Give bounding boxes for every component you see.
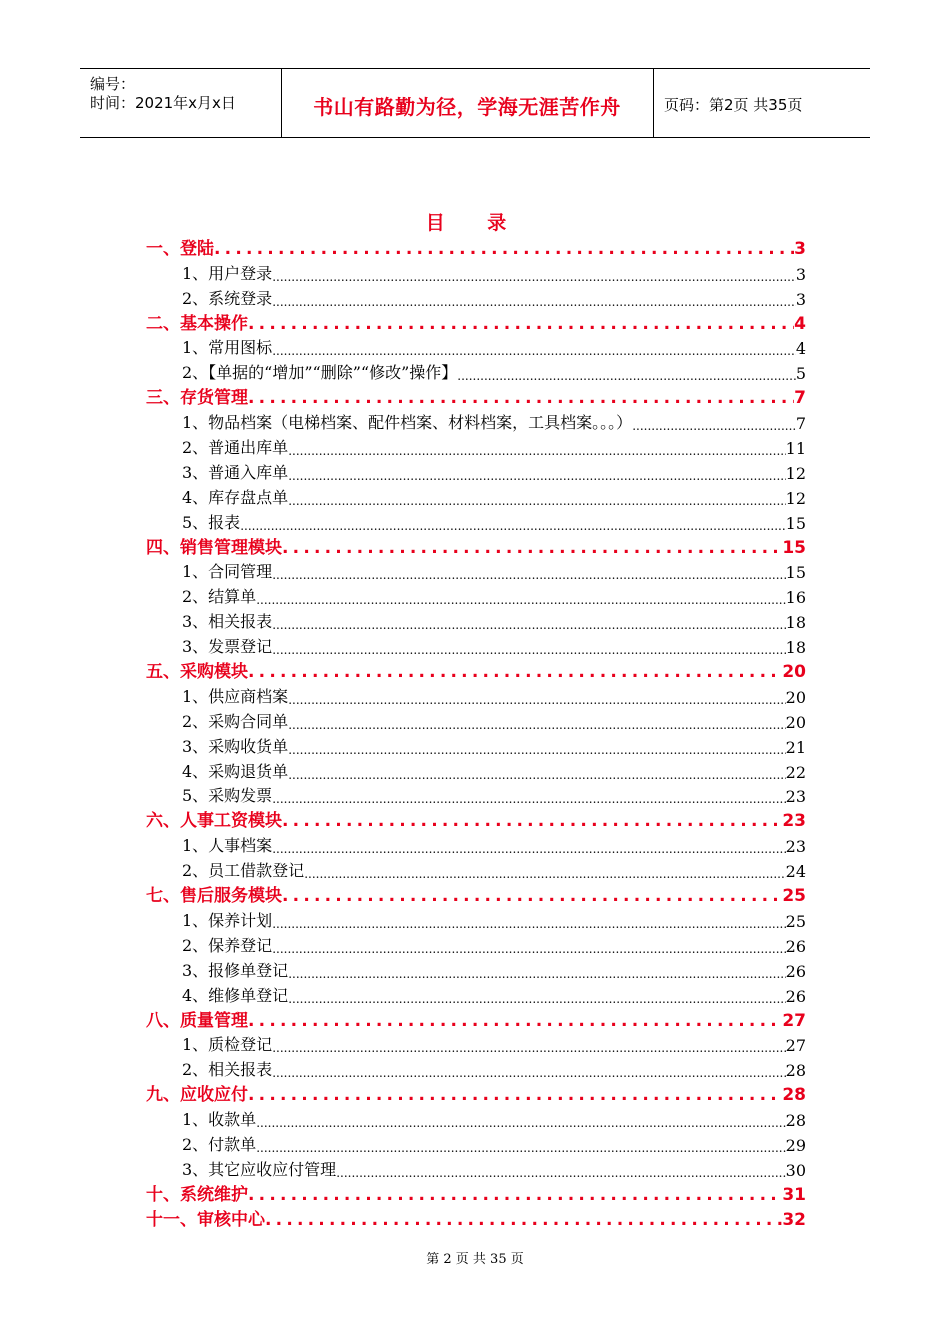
- toc-dot-leader: [240, 517, 785, 533]
- toc-entry-title: 十、系统维护: [146, 1184, 248, 1205]
- page-header: [80, 68, 870, 138]
- toc-dot-leader: [304, 865, 785, 881]
- toc-title: 目 录: [425, 212, 525, 234]
- toc-dot-leader: [248, 317, 794, 334]
- toc-entry-title: 3、发票登记: [182, 637, 273, 657]
- toc-dot-leader: [272, 641, 785, 657]
- toc-dot-leader: [288, 965, 785, 981]
- toc-entry-page: 5: [795, 364, 806, 384]
- toc-dot-leader: [248, 391, 794, 408]
- toc-section-entry[interactable]: [146, 632, 806, 657]
- toc-entry-page: 24: [785, 862, 806, 882]
- toc-section-entry[interactable]: [146, 458, 806, 483]
- toc-entry-title: 2、结算单: [182, 587, 257, 607]
- toc-dot-leader: [248, 665, 782, 682]
- toc-chapter-entry[interactable]: [146, 881, 806, 906]
- toc-entry-page: 25: [785, 911, 806, 931]
- toc-entry-title: 四、销售管理模块: [146, 537, 282, 558]
- toc-entry-title: 4、库存盘点单: [182, 487, 289, 507]
- toc-dot-leader: [288, 492, 785, 508]
- header-motto: 书山有路勤为径，学海无涯苦作舟: [313, 95, 621, 119]
- document-date-label: 时间：2021年x月x日: [90, 94, 236, 112]
- toc-entry-page: 15: [785, 513, 806, 533]
- toc-dot-leader: [272, 840, 785, 856]
- toc-dot-leader: [272, 915, 785, 931]
- toc-entry-title: 5、报表: [182, 512, 241, 532]
- toc-section-entry[interactable]: [146, 1031, 806, 1056]
- toc-dot-leader: [272, 566, 785, 582]
- toc-dot-leader: [272, 940, 785, 956]
- toc-chapter-entry[interactable]: [146, 1180, 806, 1205]
- toc-dot-leader: [282, 814, 782, 831]
- toc-entry-title: 1、物品档案（电梯档案、配件档案、材料档案，工具档案。。。）: [182, 413, 633, 433]
- toc-dot-leader: [256, 591, 785, 607]
- toc-entry-title: 1、供应商档案: [182, 686, 289, 706]
- toc-entry-page: 16: [785, 588, 806, 608]
- toc-entry-page: 26: [785, 961, 806, 981]
- toc-section-entry[interactable]: [146, 483, 806, 508]
- toc-entry-title: 十一、审核中心: [146, 1209, 265, 1230]
- toc-entry-title: 3、采购收货单: [182, 736, 289, 756]
- toc-entry-page: 23: [782, 811, 806, 832]
- header-info-cell: [80, 69, 282, 137]
- toc-entry-title: 八、质量管理: [146, 1010, 248, 1031]
- document-number-label: 编号：: [90, 75, 136, 93]
- toc-entry-page: 28: [785, 1111, 806, 1131]
- toc-entry-title: 2、系统登录: [182, 288, 273, 308]
- toc-chapter-entry[interactable]: [146, 309, 806, 334]
- header-page-cell: [654, 69, 870, 137]
- toc-entry-page: 20: [785, 687, 806, 707]
- toc-dot-leader: [632, 417, 796, 433]
- toc-entry-page: 21: [785, 737, 806, 757]
- toc-entry-title: 1、保养计划: [182, 910, 273, 930]
- toc-chapter-entry[interactable]: [146, 806, 806, 831]
- toc-entry-page: 29: [785, 1135, 806, 1155]
- toc-chapter-entry[interactable]: [146, 1080, 806, 1105]
- toc-dot-leader: [256, 1139, 785, 1155]
- toc-section-entry[interactable]: [146, 334, 806, 359]
- toc-dot-leader: [272, 293, 796, 309]
- toc-dot-leader: [288, 741, 785, 757]
- toc-entry-title: 4、采购退货单: [182, 761, 289, 781]
- table-of-contents: [146, 234, 806, 1230]
- toc-entry-title: 一、登陆: [146, 238, 214, 259]
- toc-dot-leader: [256, 1114, 785, 1130]
- toc-entry-page: 26: [785, 986, 806, 1006]
- toc-entry-page: 3: [795, 264, 806, 284]
- toc-entry-page: 3: [795, 289, 806, 309]
- toc-section-entry[interactable]: [146, 582, 806, 607]
- toc-entry-page: 26: [785, 936, 806, 956]
- toc-dot-leader: [265, 1213, 782, 1230]
- toc-entry-page: 12: [785, 463, 806, 483]
- toc-dot-leader: [214, 242, 794, 259]
- toc-section-entry[interactable]: [146, 508, 806, 533]
- toc-section-entry[interactable]: [146, 1130, 806, 1155]
- toc-entry-title: 1、合同管理: [182, 562, 273, 582]
- toc-entry-page: 22: [785, 762, 806, 782]
- toc-entry-page: 18: [785, 638, 806, 658]
- toc-dot-leader: [288, 467, 785, 483]
- toc-entry-title: 1、质检登记: [182, 1035, 273, 1055]
- toc-entry-title: 七、售后服务模块: [146, 886, 282, 907]
- toc-chapter-entry[interactable]: [146, 234, 806, 259]
- toc-entry-title: 五、采购模块: [146, 662, 248, 683]
- toc-entry-page: 18: [785, 613, 806, 633]
- toc-section-entry[interactable]: [146, 707, 806, 732]
- toc-chapter-entry[interactable]: [146, 383, 806, 408]
- toc-section-entry[interactable]: [146, 358, 806, 383]
- toc-entry-page: 23: [785, 787, 806, 807]
- toc-section-entry[interactable]: [146, 732, 806, 757]
- toc-entry-title: 2、相关报表: [182, 1060, 273, 1080]
- toc-entry-page: 11: [785, 439, 806, 459]
- toc-entry-page: 27: [782, 1010, 806, 1031]
- toc-dot-leader: [272, 268, 796, 284]
- toc-entry-title: 2、付款单: [182, 1134, 257, 1154]
- toc-entry-page: 23: [785, 837, 806, 857]
- toc-entry-page: 4: [795, 339, 806, 359]
- toc-dot-leader: [457, 367, 796, 383]
- toc-dot-leader: [288, 766, 785, 782]
- toc-dot-leader: [336, 1164, 785, 1180]
- toc-dot-leader: [248, 1014, 782, 1031]
- toc-entry-page: 7: [795, 414, 806, 434]
- toc-entry-title: 1、人事档案: [182, 836, 273, 856]
- toc-section-entry[interactable]: [146, 607, 806, 632]
- toc-entry-title: 1、收款单: [182, 1110, 257, 1130]
- toc-entry-title: 2、采购合同单: [182, 711, 289, 731]
- toc-entry-page: 30: [785, 1160, 806, 1180]
- toc-entry-title: 1、用户登录: [182, 263, 273, 283]
- toc-entry-title: 2、保养登记: [182, 935, 273, 955]
- toc-dot-leader: [288, 716, 785, 732]
- toc-entry-title: 3、其它应收应付管理: [182, 1159, 337, 1179]
- toc-entry-title: 三、存货管理: [146, 388, 248, 409]
- toc-section-entry[interactable]: [146, 408, 806, 433]
- toc-section-entry[interactable]: [146, 433, 806, 458]
- toc-entry-page: 27: [785, 1036, 806, 1056]
- toc-entry-title: 3、报修单登记: [182, 960, 289, 980]
- toc-entry-page: 25: [782, 886, 806, 907]
- toc-section-entry[interactable]: [146, 782, 806, 807]
- toc-dot-leader: [248, 1188, 782, 1205]
- toc-entry-title: 九、应收应付: [146, 1085, 248, 1106]
- toc-section-entry[interactable]: [146, 259, 806, 284]
- toc-entry-title: 六、人事工资模块: [146, 811, 282, 832]
- toc-entry-title: 3、相关报表: [182, 612, 273, 632]
- toc-dot-leader: [282, 541, 782, 558]
- toc-section-entry[interactable]: [146, 856, 806, 881]
- toc-dot-leader: [272, 790, 785, 806]
- toc-section-entry[interactable]: [146, 558, 806, 583]
- toc-chapter-entry[interactable]: [146, 1205, 806, 1230]
- toc-dot-leader: [248, 1088, 782, 1105]
- toc-dot-leader: [288, 442, 785, 458]
- toc-entry-page: 15: [785, 563, 806, 583]
- toc-section-entry[interactable]: [146, 757, 806, 782]
- toc-entry-page: 28: [782, 1085, 806, 1106]
- toc-entry-page: 7: [794, 388, 806, 409]
- toc-section-entry[interactable]: [146, 906, 806, 931]
- toc-entry-page: 32: [782, 1209, 806, 1230]
- header-motto-cell: [281, 69, 654, 137]
- toc-dot-leader: [288, 990, 785, 1006]
- toc-entry-page: 20: [785, 712, 806, 732]
- toc-chapter-entry[interactable]: [146, 657, 806, 682]
- page-footer: 第 2 页 共 35 页: [426, 1252, 524, 1267]
- toc-section-entry[interactable]: [146, 284, 806, 309]
- toc-section-entry[interactable]: [146, 1055, 806, 1080]
- toc-entry-title: 二、基本操作: [146, 313, 248, 334]
- toc-entry-page: 4: [794, 313, 806, 334]
- toc-section-entry[interactable]: [146, 956, 806, 981]
- toc-dot-leader: [288, 691, 785, 707]
- toc-dot-leader: [272, 1039, 785, 1055]
- toc-dot-leader: [272, 342, 796, 358]
- toc-section-entry[interactable]: [146, 931, 806, 956]
- toc-entry-title: 4、维修单登记: [182, 985, 289, 1005]
- toc-section-entry[interactable]: [146, 981, 806, 1006]
- toc-section-entry[interactable]: [146, 682, 806, 707]
- toc-entry-page: 28: [785, 1061, 806, 1081]
- toc-dot-leader: [272, 1064, 785, 1080]
- toc-section-entry[interactable]: [146, 1155, 806, 1180]
- toc-entry-title: 2、员工借款登记: [182, 861, 305, 881]
- toc-entry-title: 3、普通入库单: [182, 462, 289, 482]
- toc-dot-leader: [282, 889, 782, 906]
- toc-section-entry[interactable]: [146, 1105, 806, 1130]
- toc-entry-page: 12: [785, 488, 806, 508]
- toc-section-entry[interactable]: [146, 831, 806, 856]
- toc-entry-title: 5、采购发票: [182, 786, 273, 806]
- toc-entry-page: 3: [794, 238, 806, 259]
- toc-entry-page: 15: [782, 537, 806, 558]
- toc-dot-leader: [272, 616, 785, 632]
- toc-chapter-entry[interactable]: [146, 1006, 806, 1031]
- toc-entry-title: 2、普通出库单: [182, 438, 289, 458]
- header-page-number: 页码：第2页 共35页: [664, 96, 803, 114]
- toc-entry-page: 31: [782, 1184, 806, 1205]
- toc-entry-title: 2、【单据的“增加”“删除”“修改”操作】: [182, 363, 458, 383]
- toc-entry-title: 1、常用图标: [182, 338, 273, 358]
- toc-entry-page: 20: [782, 662, 806, 683]
- toc-chapter-entry[interactable]: [146, 533, 806, 558]
